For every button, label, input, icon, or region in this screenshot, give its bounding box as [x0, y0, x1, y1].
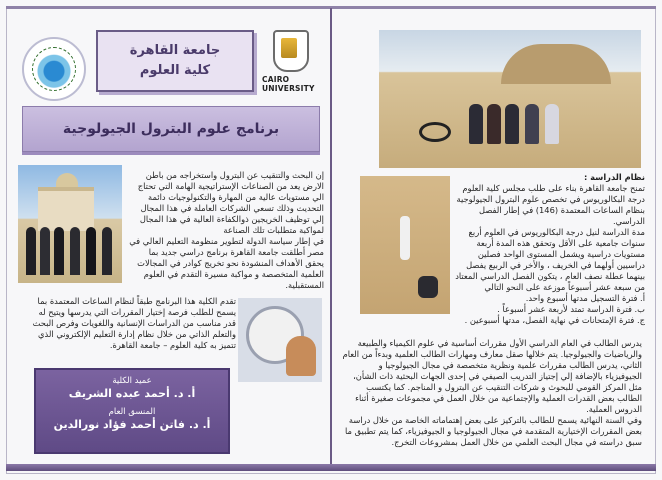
- coordinator-label: المنسق العام: [108, 407, 156, 417]
- study-system-heading: نظام الدراسة :: [583, 172, 645, 182]
- dean-label: عميد الكلية: [112, 376, 152, 386]
- dean-name: أ. د. أحمد عبده الشريف: [68, 387, 196, 400]
- coordinator-name: أ. د. فاتن أحمد فؤاد نورالدين: [53, 418, 211, 431]
- field-work-photo: [379, 30, 641, 168]
- cairo-university-logo: [262, 30, 320, 96]
- curriculum-text: يدرس الطالب في العام الدراسي الأول مقررات أساسية في علوم الكيمياء والطبيعة والرياضيات والجيولوجيا. يتم خلالها صقل معارف ومهارات الطالب العلمية وبدءاً من العام الثاني، يدرس الطالب مقررات علمية ونظرية متخصصة في مجال الجيولوجيا و الجيوفيزياء بالإضافة إلي إجتياز التدريب الصيفي في إحدى الجهات البحثية ذات الشأن، مثل المركز القومي للبحوث و شركات التنقيب عن البترول و المناجم. كما يكتسب الطالب بعض القدرات العملية والإجتماعية من خلال العمل في مجموعات صغيرة أثناء الدروس العملية.: [342, 338, 642, 414]
- desert-survey-photo: [360, 176, 450, 314]
- shield-icon: [273, 30, 309, 72]
- leadership-box: [34, 368, 230, 454]
- university-name: جامعة القاهرة: [129, 43, 221, 58]
- program-title: برنامج علوم البترول الجيولوجية: [22, 106, 320, 152]
- intro-paragraph: إن البحث والتنقيب عن البترول واستخراجه من باطن الارض يعد من الصناعات الإستراتيجية الهامة التي تحتاج الي مستويات عالية من المهارة والتكنولوجيات دائمة التحديث وذلك تسعي الشركات العاملة في هذا المجال إلي توظيف الخريجين ذوالكفاءة العالية في هذا المجال لمواكبة متطلبات تلك الصناعة: [137, 170, 324, 235]
- students-clock-photo: [238, 298, 322, 382]
- bottom-border: [6, 464, 656, 471]
- semester-item-c: ج. فترة الإمتحانات في نهاية الفصل، مدتها أسبوعين .: [464, 315, 645, 325]
- study-system-text-1: تمنح جامعة القاهرة بناء على طلب مجلس كلية العلوم درجة البكالوريوس في تخصص علوم البترول الجيولوجية بنظام الساعات المعتمدة (146) في إطار الفصل الدراسي.: [456, 183, 645, 226]
- study-system-text-2: مدة الدراسة لنيل درجة البكالوريوس في العلوم أربع سنوات جامعية على الأقل وتحقق هذه المدة أربعة مستويات دراسية ويشمل المستوى الواحد فصلين دراسيين أولهما في الخريف ، والأخر في الربيع يفصل بينهما عطلة نصف العام ، يتكون الفصل الدراسي المعتاد من سبعة عشر أسبوعاً موزعة على النحو التالي: [455, 227, 645, 292]
- department-logo: [22, 37, 86, 101]
- final-year-text: وفي السنة النهائية يسمح للطالب بالتركيز على بعض إهتماماته الخاصة من خلال دراسة بعض المقررات الإختيارية المتقدمة في مجال الجيولوجيا و الجيوفيزياء، كما يتم تطبيق ما سبق دراسته في مجال البحث العلمي من خلال العمل بمشروعات التخرج.: [345, 415, 642, 447]
- credit-hours-paragraph: تقدم الكلية هذا البرنامج طبقاً لنظام الساعات المعتمدة بما يسمح للطلب فرصة إختيار المقررات التي يدرسها ويتيح له قدر مناسب من الدراسات الإنسانية واللغويات وفرص البحث والتعلم الذاتي من خلال نظام إدارة التعليم الإلكتروني الذي تتميز به كلية العلوم – جامعة القاهرة.: [32, 296, 236, 350]
- university-title-box: [96, 30, 254, 92]
- policy-paragraph: في إطار سياسة الدولة لتطوير منظومة التعليم العالي في مصر أطلقت جامعة القاهرة برنامج دراسي جديد بما يحقق الأهداف المنشودة نحو تخريج كوادر في المجالات العلمية المتخصصة و مواكبة مسيرة التقدم في العلوم المستقبلية.: [129, 236, 324, 290]
- semester-item-b: ب. فترة الدراسة تمتد لأربعة عشر أسبوعاً .: [497, 304, 645, 314]
- globe-icon: [32, 47, 76, 91]
- faculty-name: كلية العلوم: [139, 63, 211, 78]
- logo-text: CAIRO UNIVERSITY: [262, 75, 315, 93]
- semester-item-a: أ. فترة التسجيل مدتها أسبوع واحد.: [525, 293, 645, 303]
- study-system-section: [455, 172, 645, 326]
- page-divider: [330, 8, 332, 471]
- group-photo: [18, 165, 122, 283]
- curriculum-section: [340, 338, 642, 448]
